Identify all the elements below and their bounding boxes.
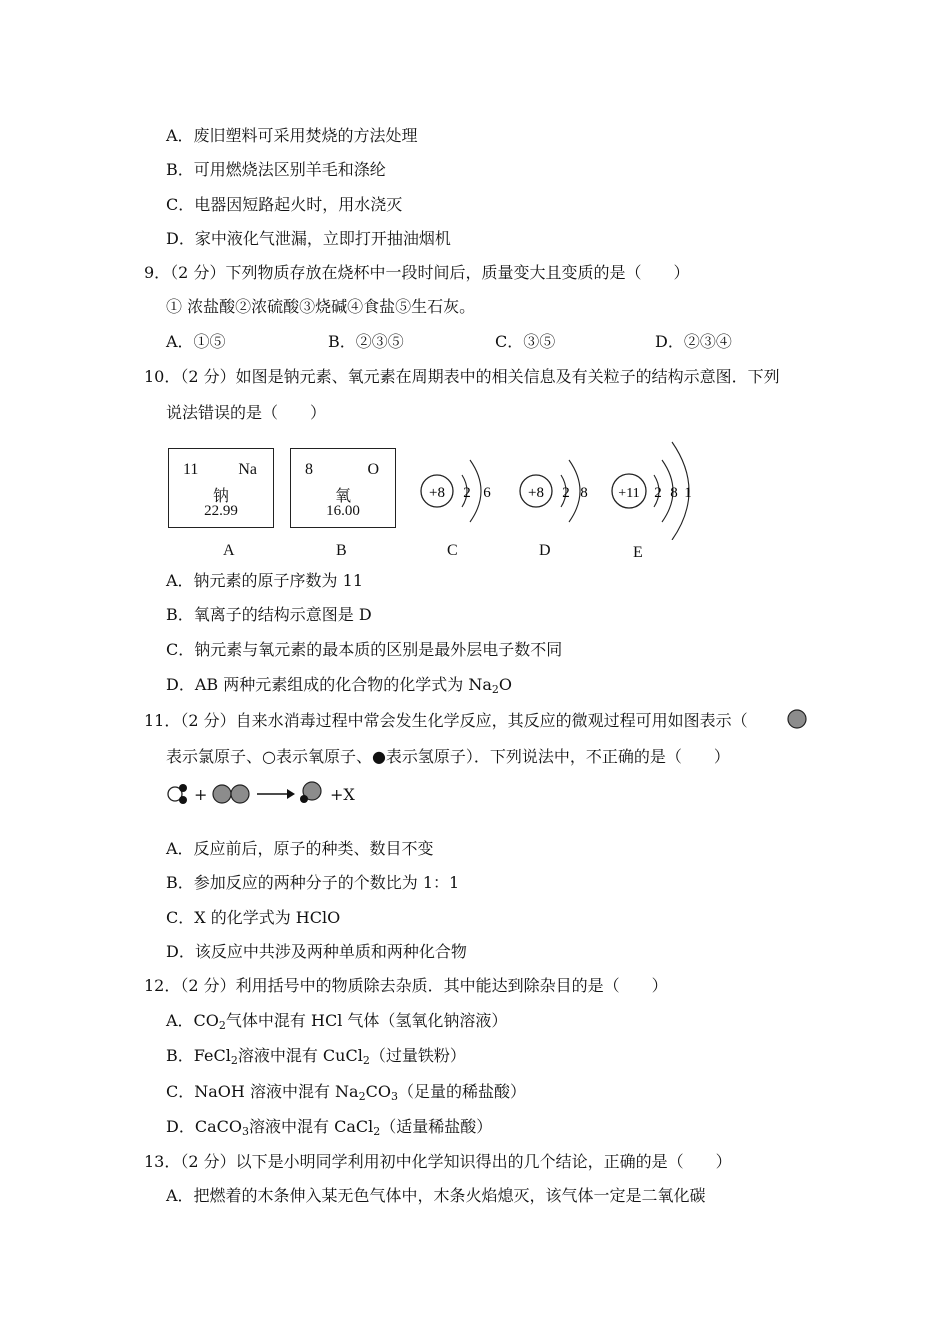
q12-a-part2: 气体中混有 HCl 气体（氢氧化钠溶液） [225, 1011, 508, 1030]
element-box-oxygen [290, 448, 396, 528]
q11-stem-line1: 11．（2 分）自来水消毒过程中常会发生化学反应，其反应的微观过程可用如图表示（ [144, 711, 748, 730]
diagram-c-nucleus: +8 [429, 485, 445, 501]
q10-option-c: C．钠元素与氧元素的最本质的区别是最外层电子数不同 [166, 640, 563, 659]
q11-option-a: A．反应前后，原子的种类、数目不变 [166, 839, 434, 858]
structure-diagram-c [418, 448, 508, 538]
caption-c: C [447, 542, 458, 559]
reaction-arrow-icon [255, 786, 297, 802]
q12-d-part3: （适量稀盐酸） [380, 1117, 493, 1136]
q12-option-a [166, 1010, 507, 1032]
diagram-c-shell-1: 2 [463, 485, 471, 501]
caption-b: B [336, 542, 347, 559]
q10-stem-line2: 说法错误的是（ ） [166, 403, 327, 422]
q13-stem: 13．（2 分）以下是小明同学利用初中化学知识得出的几个结论，正确的是（ ） [144, 1152, 732, 1171]
diagram-e-shell-2: 8 [670, 485, 678, 501]
q9-option-c: C．③⑤ [495, 332, 556, 351]
q11-option-c: C．X 的化学式为 HClO [166, 908, 341, 927]
q12-d-sub2: 2 [373, 1125, 381, 1138]
q12-c-part1: C．NaOH 溶液中混有 Na [166, 1082, 359, 1101]
sodium-symbol: Na [238, 461, 257, 478]
q12-c-part3: （足量的稀盐酸） [397, 1082, 526, 1101]
diagram-e-shell-1: 2 [654, 485, 662, 501]
chlorine-molecule-icon [210, 782, 256, 806]
q11-stem-line2: 表示氯原子、○表示氧原子、●表示氢原子）．下列说法中，不正确的是（ ） [166, 747, 730, 766]
q12-b-sub2: 2 [362, 1054, 370, 1067]
diagram-e-nucleus: +11 [618, 486, 640, 501]
diagram-d-shell-1: 2 [562, 485, 570, 501]
caption-a: A [223, 542, 235, 559]
caption-d: D [539, 542, 551, 559]
q10-option-b: B．氧离子的结构示意图是 D [166, 605, 372, 624]
q12-c-sub2: 3 [390, 1090, 398, 1103]
sodium-atomic-number: 11 [183, 461, 199, 478]
q12-b-part1: B．FeCl [166, 1046, 231, 1065]
q10-option-d-sub: 2 [491, 683, 499, 696]
q12-c-part2: CO [365, 1082, 391, 1101]
q8-option-c: C．电器因短路起火时，用水浇灭 [166, 195, 403, 214]
q9-option-d: D．②③④ [655, 332, 732, 351]
q9-option-a: A．①⑤ [166, 332, 226, 351]
oxygen-symbol: O [367, 461, 379, 478]
sodium-name: 钠 [212, 488, 229, 505]
caption-e: E [633, 544, 643, 561]
q9-items: ① 浓盐酸②浓硫酸③烧碱④食盐⑤生石灰。 [166, 297, 476, 316]
q12-a-part1: A．CO [166, 1011, 219, 1030]
q12-option-b [166, 1045, 466, 1067]
q12-option-d [166, 1116, 492, 1138]
q9-option-b: B．②③⑤ [328, 332, 404, 351]
q11-option-b: B．参加反应的两种分子的个数比为 1：1 [166, 873, 460, 892]
diagram-d-nucleus: +8 [528, 485, 544, 501]
q12-option-c [166, 1081, 526, 1103]
q10-option-d-text: D．AB 两种元素组成的化合物的化学式为 Na [166, 675, 492, 694]
q13-option-a: A．把燃着的木条伸入某无色气体中，木条火焰熄灭，该气体一定是二氧化碳 [166, 1186, 706, 1205]
q8-option-a: A．废旧塑料可采用焚烧的方法处理 [166, 126, 418, 145]
q12-a-sub1: 2 [218, 1019, 226, 1032]
q8-option-b: B．可用燃烧法区别羊毛和涤纶 [166, 160, 386, 179]
q10-option-a: A．钠元素的原子序数为 11 [166, 571, 364, 590]
q10-option-d [166, 674, 512, 696]
oxygen-atomic-number: 8 [305, 461, 313, 478]
q12-d-sub1: 3 [241, 1125, 249, 1138]
oxygen-name: 氧 [334, 488, 351, 505]
diagram-c-shell-2: 6 [483, 485, 491, 501]
element-box-sodium [168, 448, 274, 528]
q12-b-sub1: 2 [230, 1054, 238, 1067]
q12-d-part1: D．CaCO [166, 1117, 242, 1136]
q9-stem: 9．（2 分）下列物质存放在烧杯中一段时间后，质量变大且变质的是（ ） [144, 263, 690, 282]
q11-option-d: D．该反应中共涉及两种单质和两种化合物 [166, 942, 467, 961]
q10-option-d-tail: O [498, 675, 512, 694]
q12-d-part2: 溶液中混有 CaCl [248, 1117, 374, 1136]
reaction-product-x: +X [330, 785, 355, 804]
diagram-e-shell-3: 1 [684, 485, 692, 501]
q12-b-part3: （过量铁粉） [369, 1046, 466, 1065]
chlorine-atom-icon [786, 708, 808, 730]
structure-diagram-d [516, 448, 606, 538]
sodium-mass: 22.99 [204, 503, 238, 519]
q12-b-part2: 溶液中混有 CuCl [237, 1046, 363, 1065]
diagram-d-shell-2: 8 [580, 485, 588, 501]
q12-c-sub1: 2 [358, 1090, 366, 1103]
oxygen-mass: 16.00 [326, 503, 360, 519]
q8-option-d: D．家中液化气泄漏，立即打开抽油烟机 [166, 229, 451, 248]
reaction-plus: + [194, 785, 208, 804]
hcl-molecule-icon [297, 780, 325, 806]
q12-stem: 12．（2 分）利用括号中的物质除去杂质．其中能达到除杂目的是（ ） [144, 976, 668, 995]
water-molecule-icon [166, 782, 190, 806]
structure-diagram-e [608, 430, 708, 540]
q10-stem-line1: 10．（2 分）如图是钠元素、氧元素在周期表中的相关信息及有关粒子的结构示意图．下列 [144, 367, 780, 386]
